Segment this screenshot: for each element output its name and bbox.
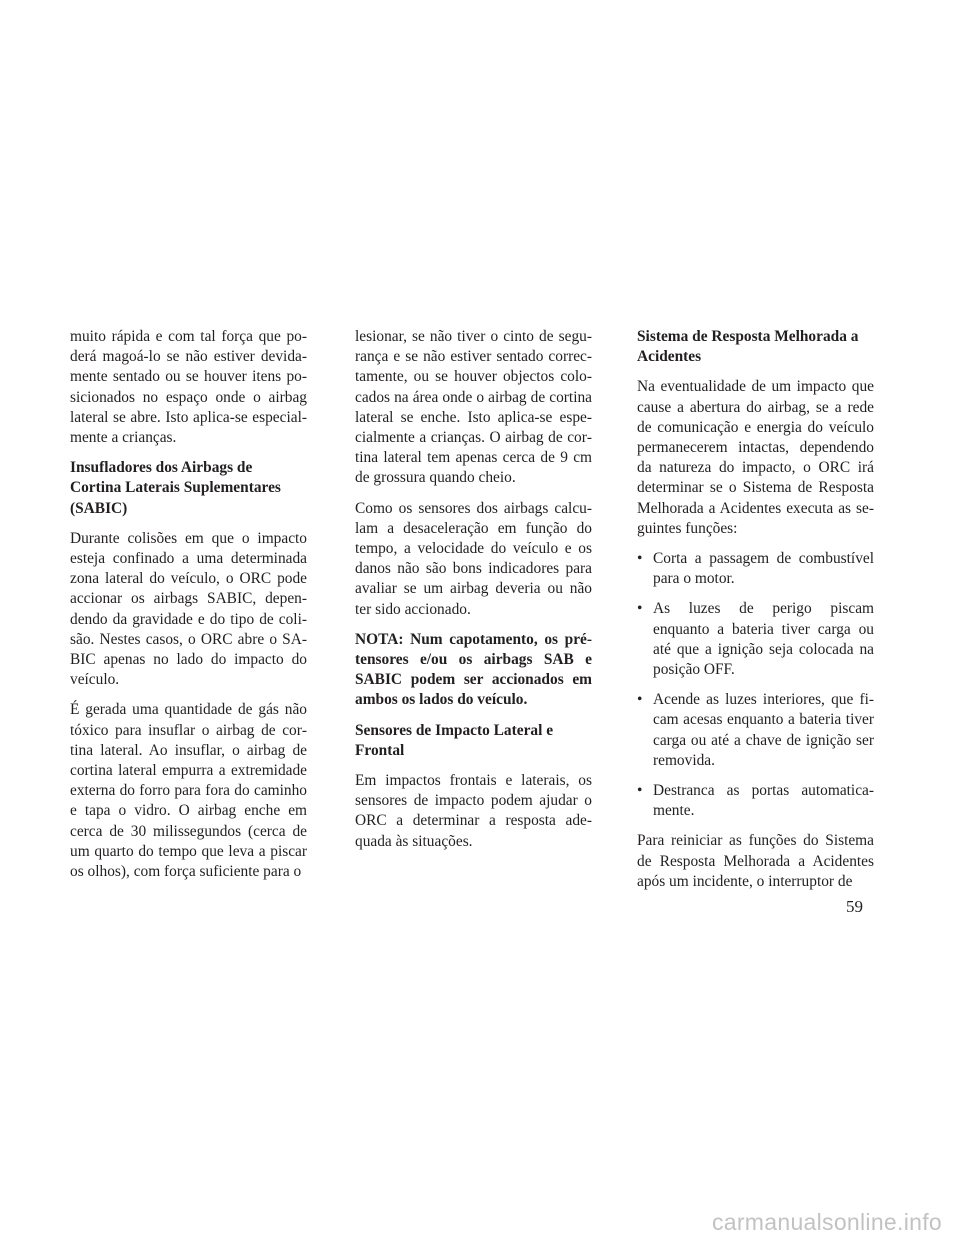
paragraph: Como os sensores dos airbags calculam a desaceleração em função do tempo, a velocidade do veículo e os danos não são bons indicadores para avaliar se um airbag deveria ou não ter sido accionado. <box>355 499 592 618</box>
section-heading-impact-sensors: Sensores de Impacto Lateral e Frontal <box>355 721 554 759</box>
list-item <box>637 599 874 680</box>
watermark: carmanualsonline.info <box>711 1209 942 1235</box>
list-item <box>637 549 874 589</box>
paragraph: É gerada uma quantidade de gás não tóxico para insuflar o airbag de cortina lateral. Ao insuflar, o airbag de cortina lateral empurra a extremidade externa do forro para fora do caminho e tapa o vidro. O airbag enche em cerca de 30 milissegundos (cerca de um quarto do tempo que leva a piscar os olhos), com força suficiente para o <box>70 701 307 881</box>
section-heading-accident-response: Sistema de Resposta Melhorada a Acidentes <box>637 328 859 366</box>
list-item <box>637 781 874 821</box>
note-paragraph: NOTA: Num capotamento, os pré-tensores e/ou os airbags SAB e SABIC podem ser accionados em ambos os lados do veículo. <box>355 630 592 709</box>
bullet-icon: • <box>637 782 643 800</box>
list-item <box>637 690 874 771</box>
list-item-text: Acende as luzes interiores, que ficam acesas enquanto a bateria tiver carga ou até a chave de ignição ser removida. <box>653 691 874 769</box>
paragraph: lesionar, se não tiver o cinto de segurança e se não estiver sentado correctamente, ou se houver objectos colocados na área onde o airbag de cortina lateral se enche. Isto aplica-se especialmente a crianças. O airbag de cortina lateral tem apenas cerca de 9 cm de grossura quando cheio. <box>355 328 592 487</box>
bullet-icon: • <box>637 691 643 709</box>
paragraph: Em impactos frontais e laterais, os sensores de impacto podem ajudar o ORC a determinar a resposta adequada às situações. <box>355 772 592 850</box>
paragraph: Para reiniciar as funções do Sistema de Resposta Melhorada a Acidentes após um incidente, o interruptor de <box>637 832 874 890</box>
paragraph: Durante colisões em que o impacto esteja confinado a uma determinada zona lateral do veículo, o ORC pode accionar os airbags SABIC, dependendo da gravidade e do tipo de colisão. Nestes casos, o ORC abre o SABIC apenas no lado do impacto do veículo. <box>70 529 307 689</box>
list-item-text: As luzes de perigo piscam enquanto a bateria tiver carga ou até que a ignição seja colocada na posição OFF. <box>653 600 874 679</box>
column-right <box>637 327 874 902</box>
list-item-text: Destranca as portas automaticamente. <box>653 782 874 820</box>
paragraph: Na eventualidade de um impacto que cause a abertura do airbag, se a rede de comunicação e energia do veículo permanecerem intactas, dependendo da natureza do impacto, o ORC irá determinar se o Sistema de Resposta Melhorada a Acidentes executa as seguintes funções: <box>637 378 874 537</box>
section-heading-sabic: Insufladores dos Airbags de Cortina Laterais Suplementares (SABIC) <box>70 459 281 517</box>
list-item-text: Corta a passagem de combustível para o motor. <box>653 550 874 588</box>
column-middle <box>355 327 592 862</box>
column-left <box>70 327 307 892</box>
page-number: 59 <box>846 897 863 916</box>
paragraph: muito rápida e com tal força que poderá magoá-lo se não estiver devidamente sentado ou se houver itens posicionados no espaço onde o airbag lateral se abre. Isto aplica-se especialmente a crianças. <box>70 328 307 447</box>
bullet-list <box>637 549 874 821</box>
bullet-icon: • <box>637 550 643 568</box>
bullet-icon: • <box>637 600 643 618</box>
